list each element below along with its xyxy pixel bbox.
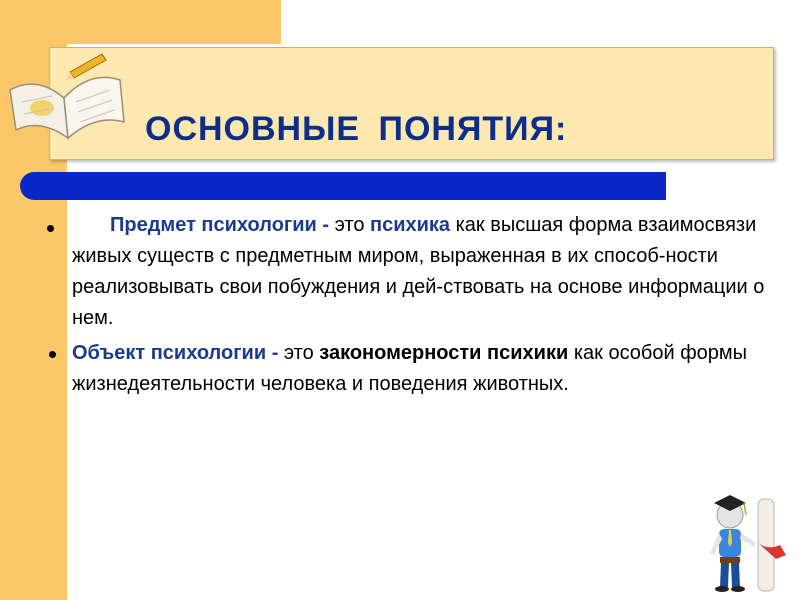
- title-underline-bar: [20, 172, 666, 200]
- psyche-term: психика: [370, 214, 451, 236]
- laws-term: закономерности психики: [319, 342, 569, 364]
- object-term: Объект психологии -: [72, 342, 279, 364]
- bullet-2-text-b: как особой формы жизнедеятельности человека и поведения животных.: [72, 342, 748, 395]
- open-book-pencil-icon: [2, 50, 130, 145]
- top-accent-band: [0, 0, 281, 44]
- bullet-2: [72, 338, 762, 400]
- subject-term: Предмет психологии -: [110, 214, 330, 236]
- bullet-dot-1: [47, 225, 54, 232]
- bullet-dot-2: [49, 351, 56, 358]
- bullet-2-text-a: это: [278, 342, 320, 364]
- bullet-1: [72, 210, 772, 334]
- bullet-1-text-b: как высшая форма взаимосвязи живых существ с предметным миром, выраженная в их способ-ности реализовывать свои побуждения и дей-ствовать на основе информации о нем.: [72, 214, 765, 329]
- graduate-diploma-icon: [700, 485, 798, 595]
- slide-title: ОСНОВНЫЕ ПОНЯТИЯ:: [145, 110, 568, 148]
- bullet-1-text-a: это: [329, 214, 370, 236]
